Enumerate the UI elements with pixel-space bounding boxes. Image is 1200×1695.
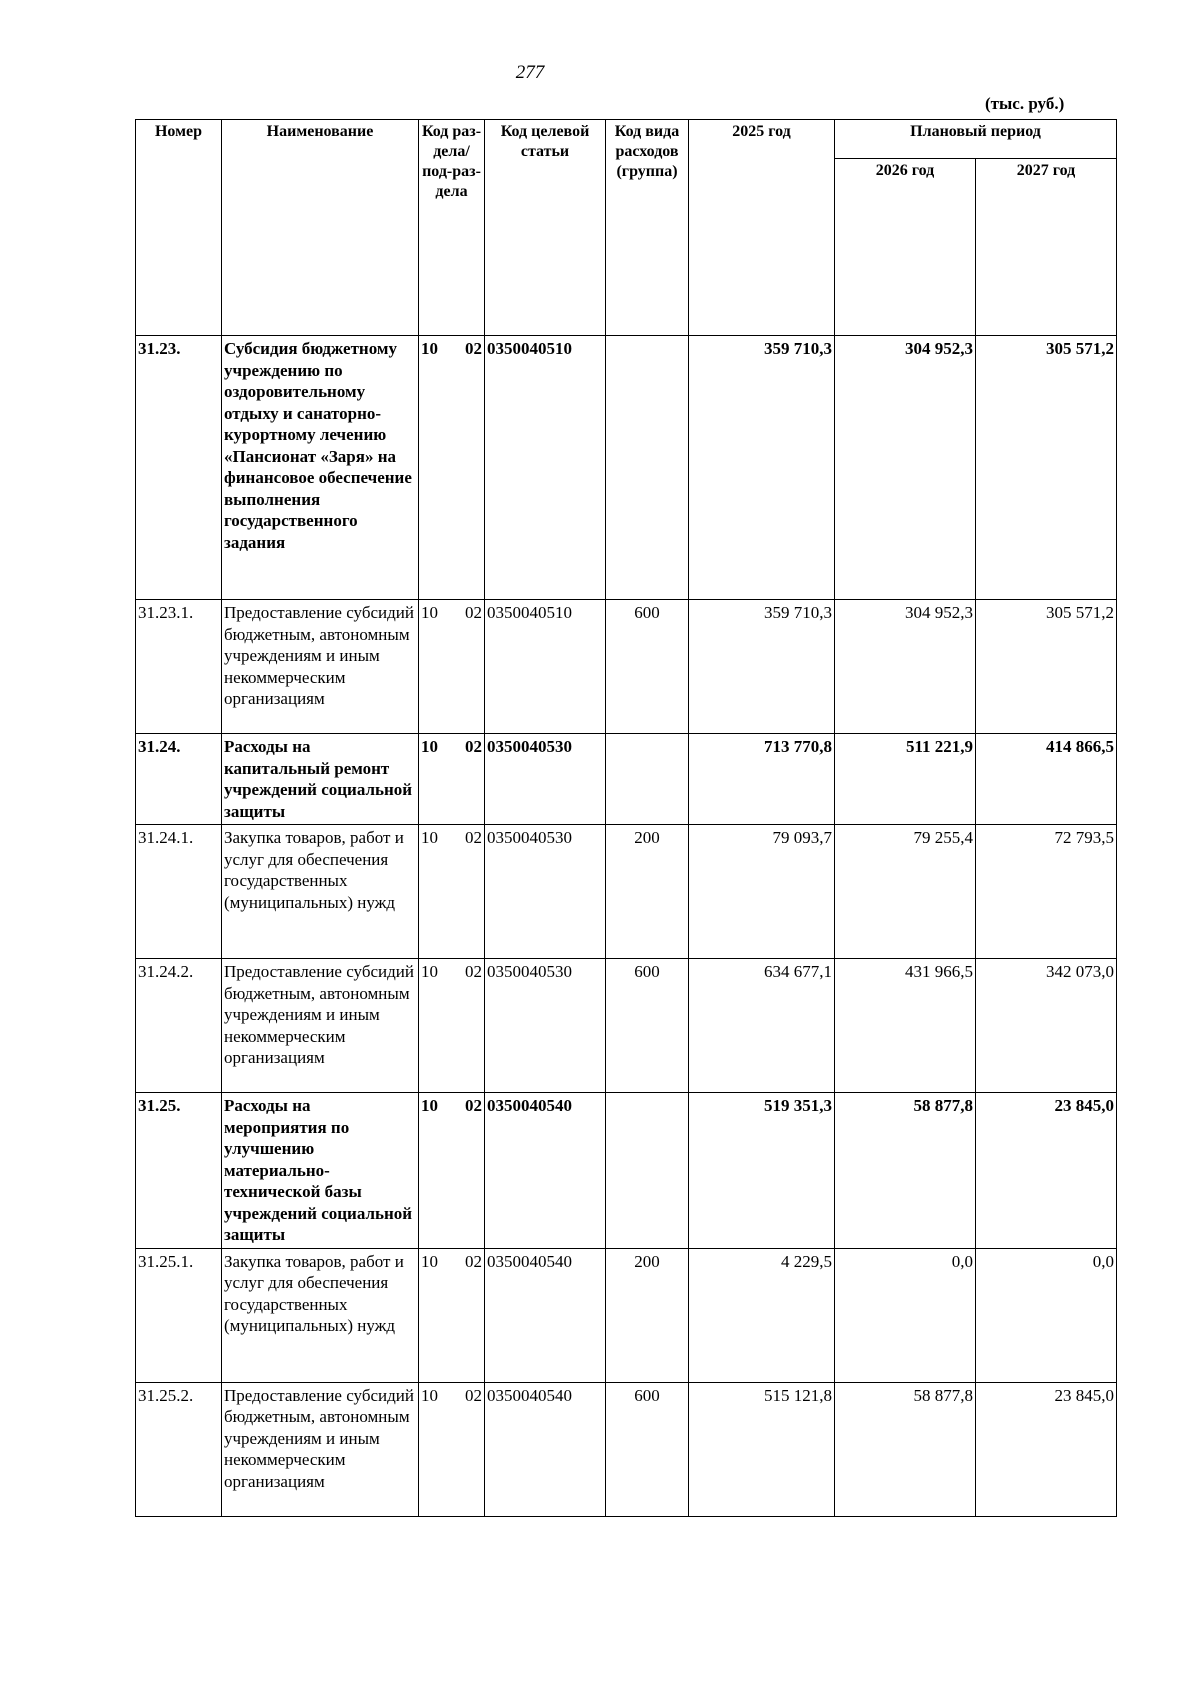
- subsection-code: 02: [465, 603, 482, 622]
- section-code: 10: [421, 962, 438, 981]
- row-value-2027: 0,0: [976, 1248, 1117, 1382]
- row-value-2027: 305 571,2: [976, 600, 1117, 734]
- row-expense-kind: [606, 336, 689, 600]
- row-expense-kind: 600: [606, 959, 689, 1093]
- row-target-code: 0350040540: [485, 1093, 606, 1249]
- row-name: Субсидия бюджетному учреждению по оздоровительному отдыху и санаторно-курортному лечению «Пансионат «Заря» на финансовое обеспечение выполнения государственного задания: [222, 336, 419, 600]
- table-body: [136, 336, 1117, 1517]
- row-name: Расходы на мероприятия по улучшению материально-технической базы учреждений социальной защиты: [222, 1093, 419, 1249]
- table-row: [136, 734, 1117, 825]
- row-value-2027: 342 073,0: [976, 959, 1117, 1093]
- header-section: Код раз-дела/ под-раз-дела: [419, 120, 485, 336]
- row-value-2025: 634 677,1: [689, 959, 835, 1093]
- subsection-code: 02: [465, 1385, 482, 1405]
- section-code: 10: [421, 737, 438, 756]
- row-value-2026: 79 255,4: [835, 825, 976, 959]
- section-code: 10: [421, 1251, 438, 1271]
- row-section-code: [419, 600, 485, 734]
- subsection-code: 02: [465, 339, 482, 358]
- row-value-2025: 515 121,8: [689, 1382, 835, 1516]
- row-value-2025: 519 351,3: [689, 1093, 835, 1249]
- row-name: Предоставление субсидий бюджетным, автономным учреждениям и иным некоммерческим организациям: [222, 600, 419, 734]
- row-name: Закупка товаров, работ и услуг для обеспечения государственных (муниципальных) нужд: [222, 1248, 419, 1382]
- row-value-2025: 359 710,3: [689, 336, 835, 600]
- row-target-code: 0350040530: [485, 959, 606, 1093]
- page-number: 277: [515, 62, 545, 83]
- row-section-code: [419, 1248, 485, 1382]
- row-expense-kind: 600: [606, 600, 689, 734]
- row-value-2027: 23 845,0: [976, 1382, 1117, 1516]
- row-value-2025: 359 710,3: [689, 600, 835, 734]
- row-target-code: 0350040540: [485, 1382, 606, 1516]
- section-code: 10: [421, 1385, 438, 1405]
- row-number: 31.24.2.: [136, 959, 222, 1093]
- row-number: 31.24.: [136, 734, 222, 825]
- header-planned-period: Плановый период: [835, 120, 1117, 159]
- row-value-2026: 304 952,3: [835, 600, 976, 734]
- row-expense-kind: 600: [606, 1382, 689, 1516]
- subsection-code: 02: [465, 828, 482, 847]
- section-code: 10: [421, 828, 438, 847]
- row-number: 31.23.1.: [136, 600, 222, 734]
- row-value-2025: 4 229,5: [689, 1248, 835, 1382]
- subsection-code: 02: [465, 1096, 482, 1115]
- row-name: Расходы на капитальный ремонт учреждений социальной защиты: [222, 734, 419, 825]
- row-value-2026: 431 966,5: [835, 959, 976, 1093]
- header-number: Номер: [136, 120, 222, 336]
- row-number: 31.25.1.: [136, 1248, 222, 1382]
- row-section-code: [419, 1093, 485, 1249]
- row-name: Закупка товаров, работ и услуг для обеспечения государственных (муниципальных) нужд: [222, 825, 419, 959]
- table-row: [136, 959, 1117, 1093]
- budget-table: [135, 119, 1117, 1517]
- header-expense-kind: Код вида расходов (группа): [606, 120, 689, 336]
- subsection-code: 02: [465, 962, 482, 981]
- row-section-code: [419, 825, 485, 959]
- row-expense-kind: 200: [606, 825, 689, 959]
- row-section-code: [419, 959, 485, 1093]
- table-row: [136, 600, 1117, 734]
- section-code: 10: [421, 339, 438, 358]
- header-target-article: Код целевой статьи: [485, 120, 606, 336]
- row-value-2027: 305 571,2: [976, 336, 1117, 600]
- subsection-code: 02: [465, 1251, 482, 1271]
- row-number: 31.23.: [136, 336, 222, 600]
- table-row: [136, 1093, 1117, 1249]
- row-target-code: 0350040530: [485, 734, 606, 825]
- row-number: 31.24.1.: [136, 825, 222, 959]
- section-code: 10: [421, 1096, 438, 1115]
- table-row: [136, 1382, 1117, 1516]
- row-value-2026: 58 877,8: [835, 1382, 976, 1516]
- row-value-2025: 713 770,8: [689, 734, 835, 825]
- header-year-2025: 2025 год: [689, 120, 835, 336]
- row-value-2025: 79 093,7: [689, 825, 835, 959]
- row-value-2027: 72 793,5: [976, 825, 1117, 959]
- row-expense-kind: 200: [606, 1248, 689, 1382]
- row-section-code: [419, 336, 485, 600]
- row-target-code: 0350040540: [485, 1248, 606, 1382]
- header-year-2027: 2027 год: [976, 159, 1117, 336]
- row-section-code: [419, 1382, 485, 1516]
- table-row: [136, 336, 1117, 600]
- row-expense-kind: [606, 734, 689, 825]
- row-number: 31.25.2.: [136, 1382, 222, 1516]
- units-label: (тыс. руб.): [985, 94, 1065, 113]
- row-value-2026: 304 952,3: [835, 336, 976, 600]
- row-name: Предоставление субсидий бюджетным, автономным учреждениям и иным некоммерческим организациям: [222, 1382, 419, 1516]
- table-row: [136, 825, 1117, 959]
- row-name: Предоставление субсидий бюджетным, автономным учреждениям и иным некоммерческим организациям: [222, 959, 419, 1093]
- subsection-code: 02: [465, 737, 482, 756]
- header-year-2026: 2026 год: [835, 159, 976, 336]
- table-row: [136, 1248, 1117, 1382]
- row-target-code: 0350040510: [485, 336, 606, 600]
- row-section-code: [419, 734, 485, 825]
- row-target-code: 0350040530: [485, 825, 606, 959]
- header-row-top: [136, 120, 1117, 159]
- row-value-2026: 0,0: [835, 1248, 976, 1382]
- row-number: 31.25.: [136, 1093, 222, 1249]
- row-value-2027: 414 866,5: [976, 734, 1117, 825]
- row-value-2026: 58 877,8: [835, 1093, 976, 1249]
- section-code: 10: [421, 603, 438, 622]
- row-expense-kind: [606, 1093, 689, 1249]
- header-name: Наименование: [222, 120, 419, 336]
- row-value-2026: 511 221,9: [835, 734, 976, 825]
- row-target-code: 0350040510: [485, 600, 606, 734]
- row-value-2027: 23 845,0: [976, 1093, 1117, 1249]
